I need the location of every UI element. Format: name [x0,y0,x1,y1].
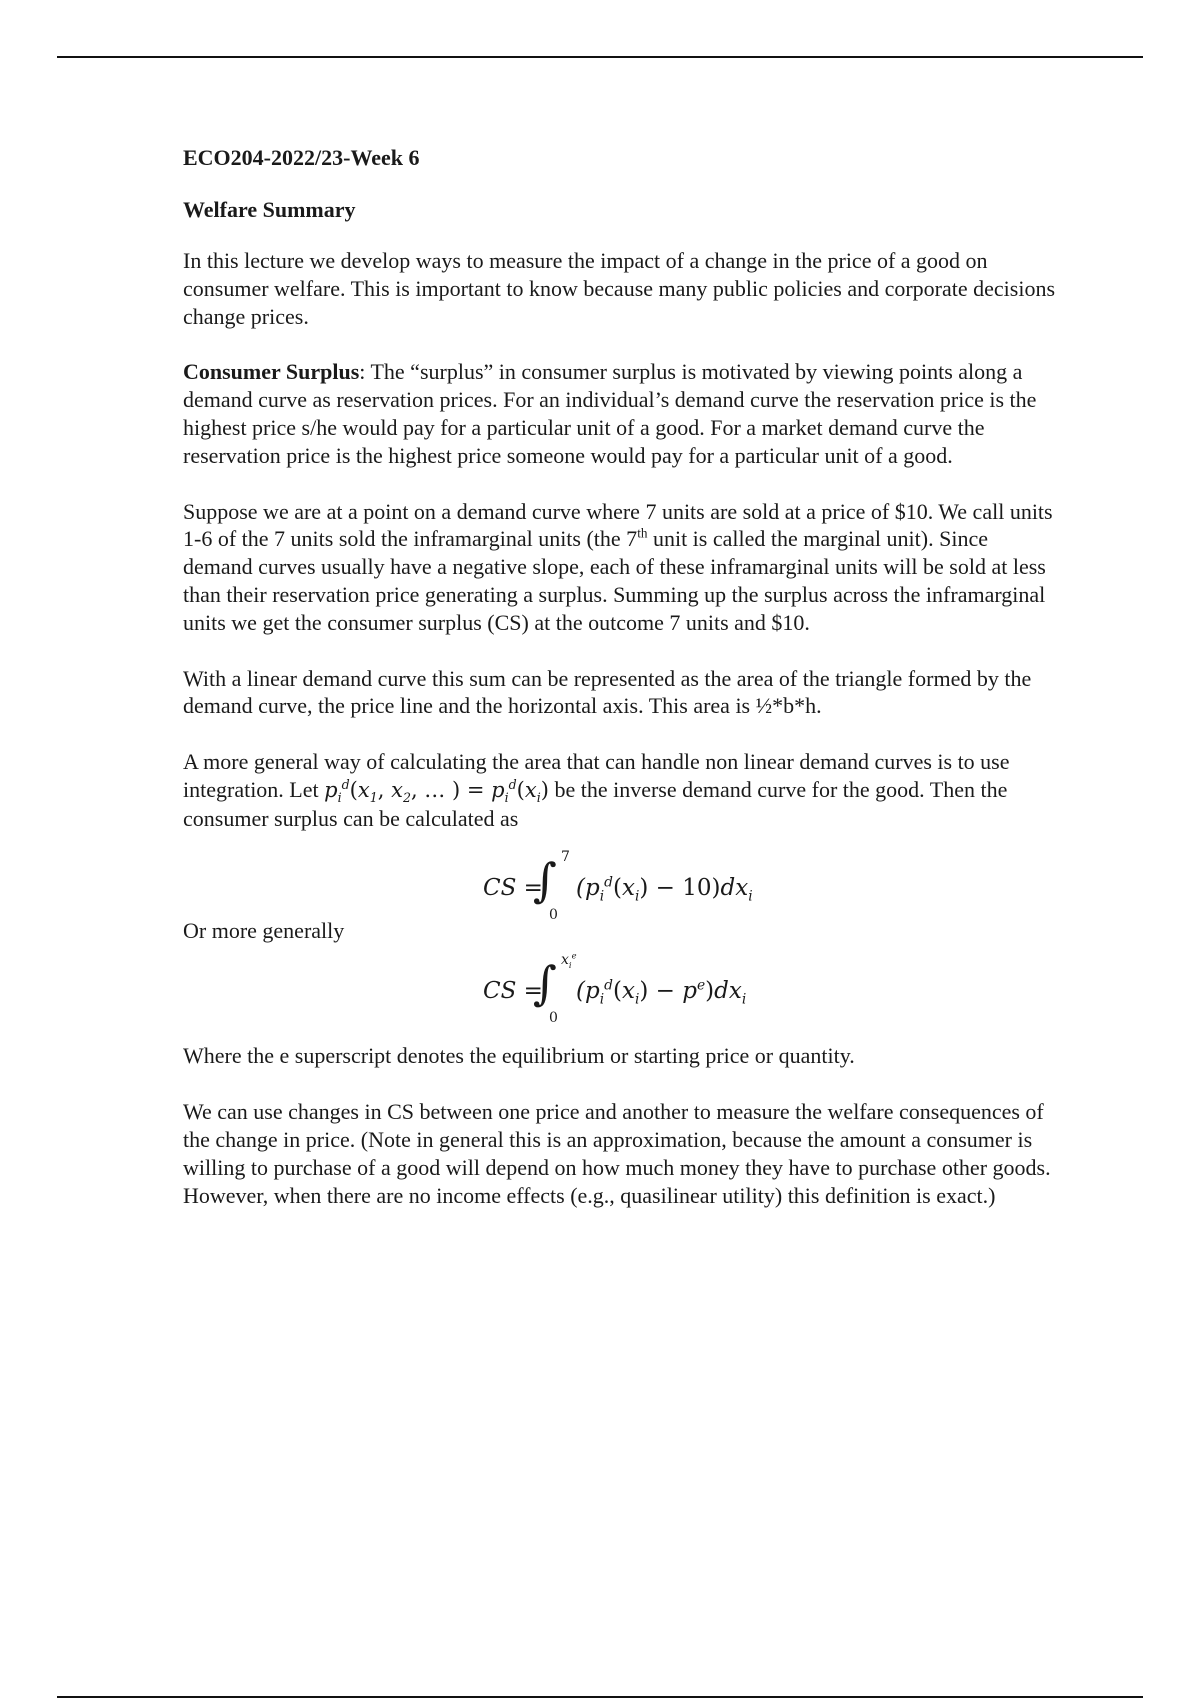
example-paragraph [183,498,1063,637]
intro-paragraph: In this lecture we develop ways to measure the impact of a change in the price of a good on consumer welfare. This is important to know because many public policies and corporate decisions change prices. [183,248,1056,329]
page-title: Welfare Summary [183,197,356,222]
top-rule [57,56,1143,58]
where-paragraph: Where the e superscript denotes the equilibrium or starting price or quantity. [183,1043,855,1069]
consumer-surplus-text: : The “surplus” in consumer surplus is motivated by viewing points along a demand curve as reservation prices. For an individual’s demand curve the reservation price is the highest price s/he would pay for a particular unit of a good. For a market demand curve the reservation price is the highest price someone would pay for a particular unit of a good. [183,359,1037,468]
ordinal-superscript: th [637,526,648,542]
consumer-surplus-term: Consumer Surplus [183,359,360,385]
integral-lower-limit: 0 [549,1010,558,1027]
linear-paragraph: With a linear demand curve this sum can be represented as the area of the triangle formed by the demand curve, the price line and the horizontal axis. This area is ½*b*h. [183,665,1032,719]
formula-lhs: CS = [483,874,543,901]
general-paragraph [183,748,1063,832]
integral-upper-limit: $x_i^e$ [561,950,577,971]
formula-lhs: CS = [483,978,543,1005]
integrand: $(p_i^d(x_i) - 10)dx_i$ [576,873,753,905]
price-constant: 10 [682,874,712,901]
general-text-2: be the inverse demand curve for the good. Then the consumer surplus can be calculated as [183,776,1008,831]
general-text-1: A more general way of calculating the area that can handle non linear demand curves is to use integration. Let [183,749,1010,802]
consumer-surplus-formula [183,849,1063,935]
integral-sign: ∫ [533,956,557,1011]
closing-paragraph: We can use changes in CS between one price and another to measure the welfare consequences of the change in price. (Note in general this is an approximation, because the amount a consumer is willing to purchase of a good will depend on how much money they have to purchase other goods. However, when there are no income effects (e.g., quasilinear utility) this definition is exact.) [183,1099,1051,1208]
document-page [183,145,1063,1209]
inverse-demand-expression: $p_i^d(x_1$, $x_2$, … ) = $p_i^d(x_i)$ [324,776,549,806]
bottom-rule [57,1696,1143,1698]
integrand: $(p_i^d(x_i) - p^e)dx_i$ [576,977,747,1008]
integral-upper-limit: 7 [561,848,570,865]
general-cs-formula [183,952,1063,1038]
or-more-generally-text: Or more generally [183,917,345,943]
consumer-surplus-paragraph [183,358,1063,469]
example-text-1: Suppose we are at a point on a demand curve where 7 units are sold at a price of $10. We call units 1-6 of the 7 units sold the inframarginal units (the 7 [183,498,1053,552]
integral-lower-limit: 0 [549,906,558,923]
integral-sign: ∫ [533,852,557,907]
example-text-2: unit is called the marginal unit). Since demand curves usually have a negative slope, each of these inframarginal units will be sold at less than their reservation price generating a surplus. Summing up the surplus across the inframarginal units we get the consumer surplus (CS) at the outcome 7 units and $10. [183,526,1046,635]
course-heading: ECO204-2022/23-Week 6 [183,145,420,170]
